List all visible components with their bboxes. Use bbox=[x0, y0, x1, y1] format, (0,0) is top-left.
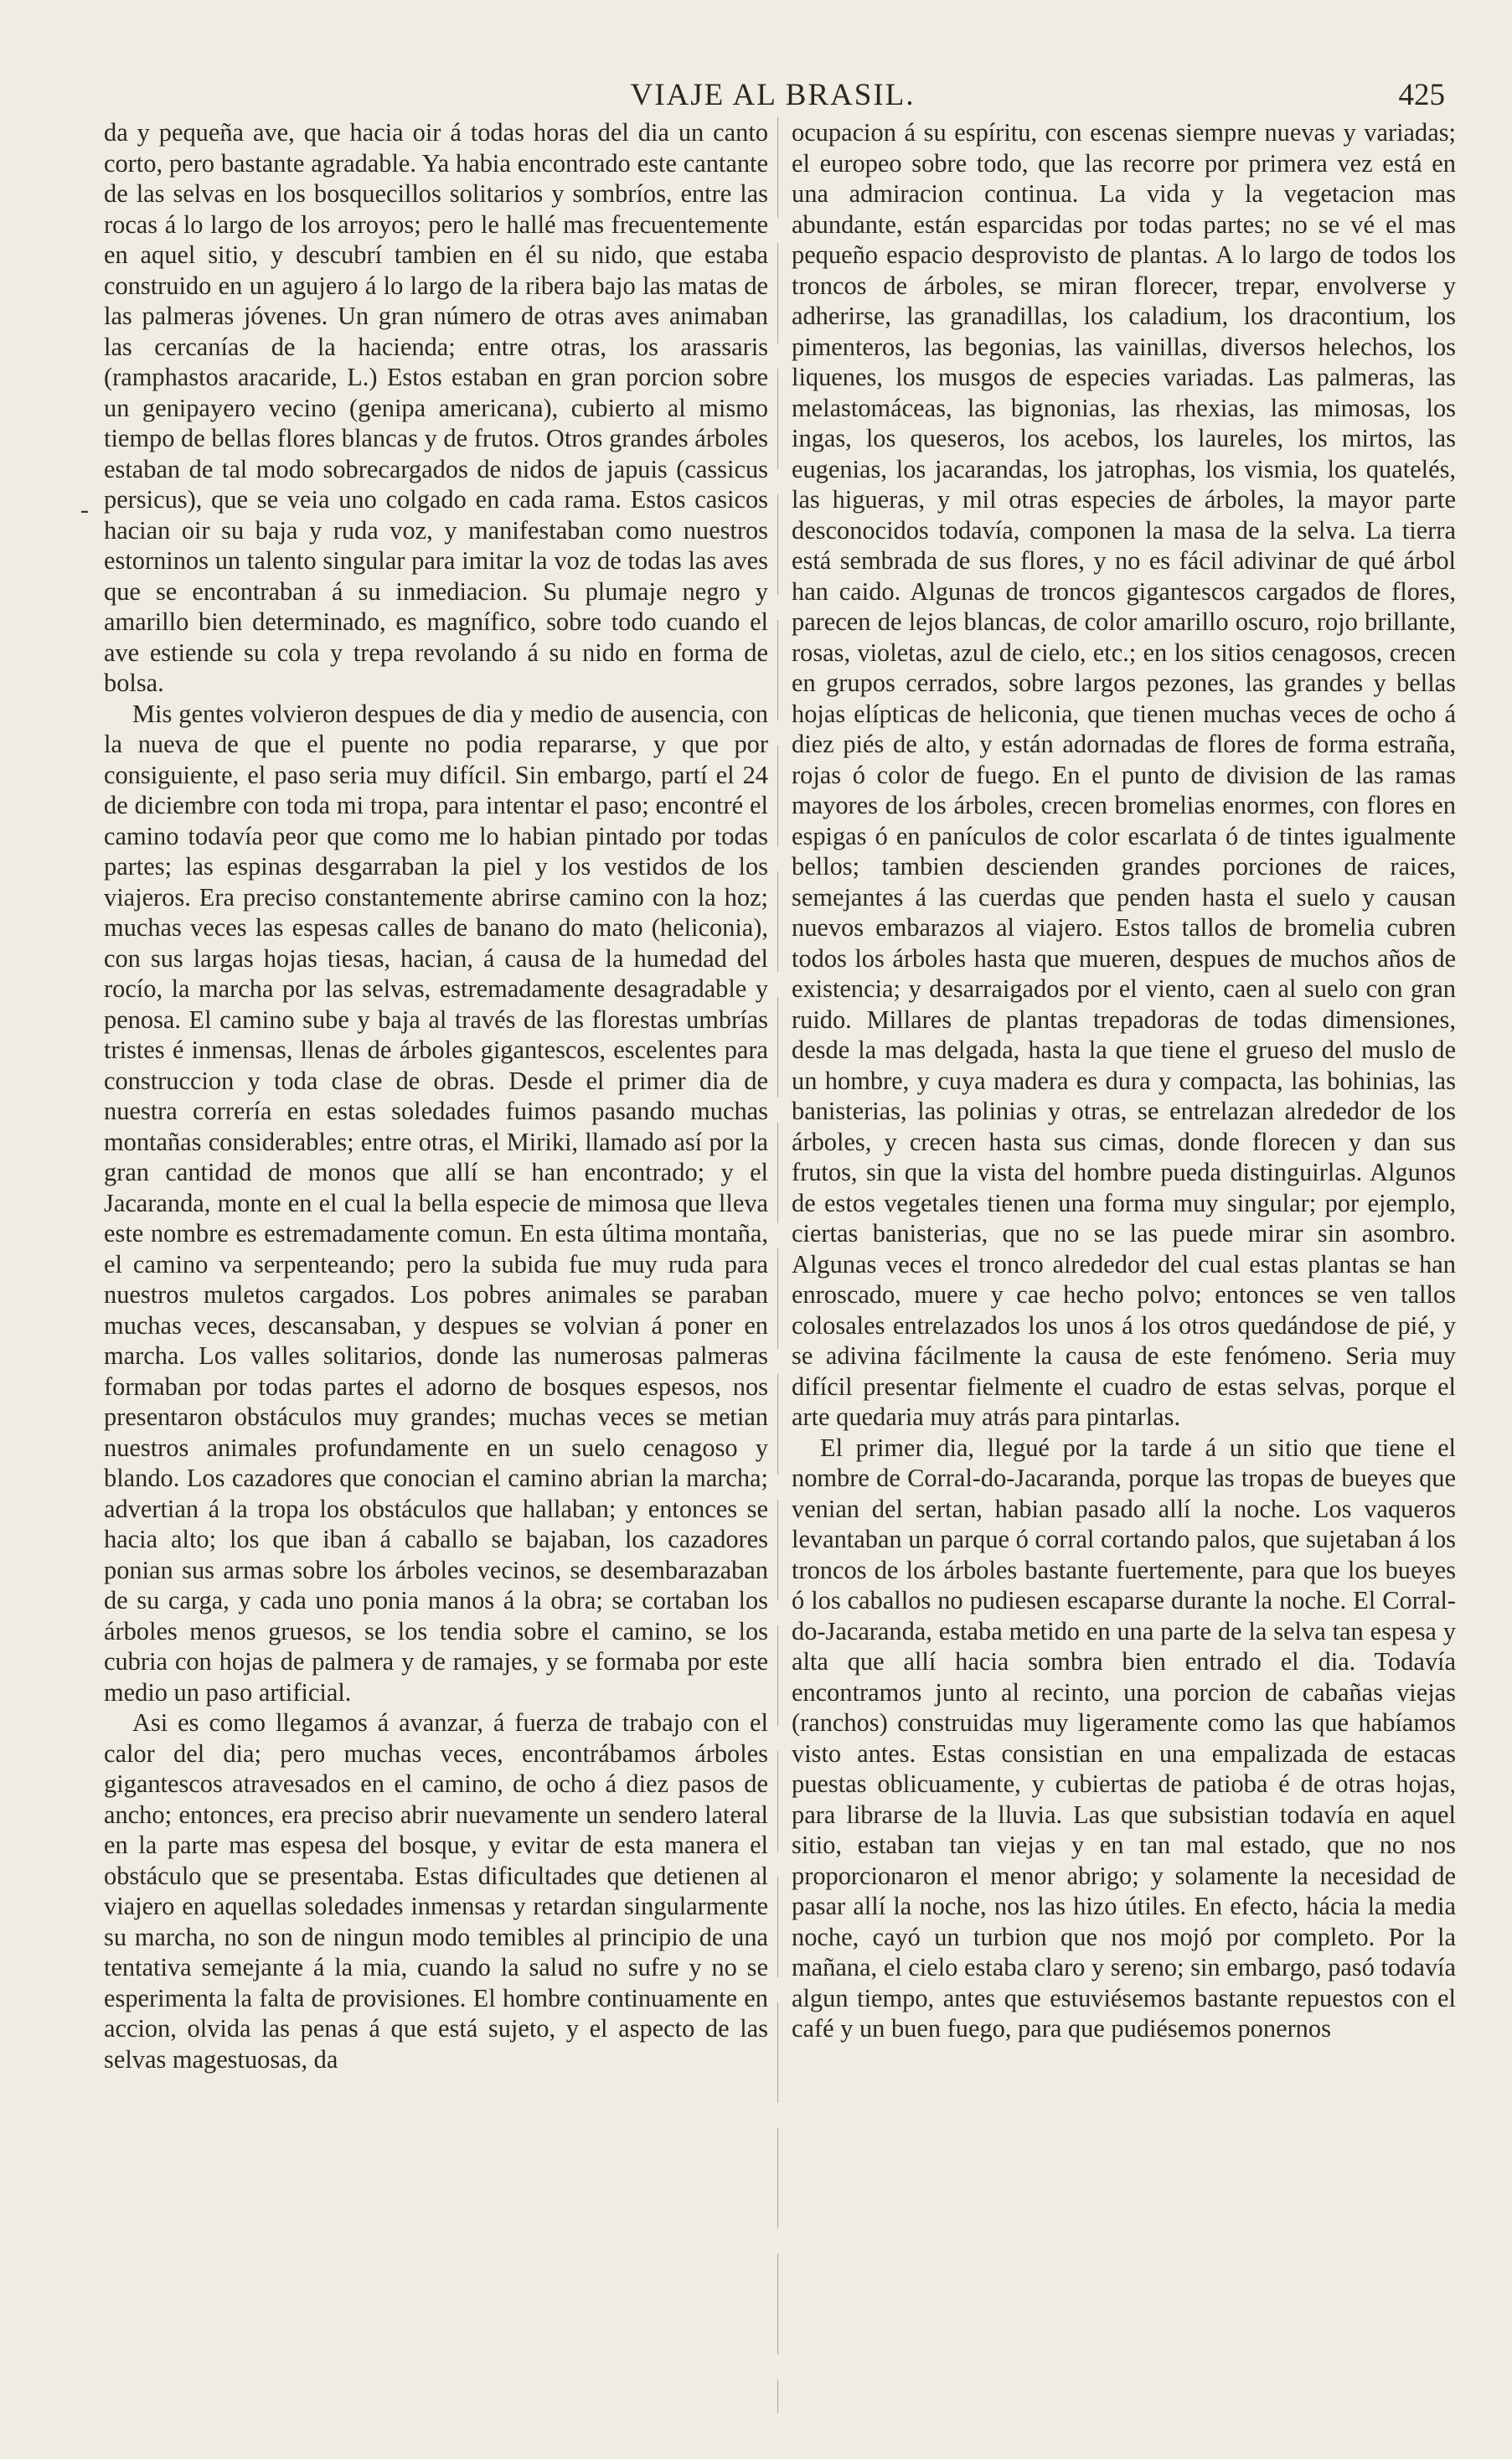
margin-mark: - bbox=[80, 496, 89, 524]
paragraph: El primer dia, llegué por la tarde á un sitio que tiene el nombre de Corral-do-Jacaranda, porque las tropas de bueyes que venian del sertan, habian pasado allí la noche. Los vaqueros levantaban un parque ó corral cortando palos, que sujetaban á los troncos de los árboles bastante fuertemente, para que los bueyes ó los caballos no pudiesen escaparse durante la noche. El Corral-do-Jacaranda, estaba metido en una parte de la selva tan espesa y alta que allí hacia sombra bien entrado el dia. Todavía encontramos junto al recinto, una porcion de cabañas viejas (ranchos) construidas muy ligeramente como las que habíamos visto antes. Estas consistian en una empalizada de estacas puestas oblicuamente, y cubiertas de patioba é de otras hojas, para librarse de la lluvia. Las que subsistian todavía en aquel sitio, estaban tan viejas y en tan mal estado, que no nos proporcionaron el menor abrigo; y solamente la necesidad de pasar allí la noche, nos las hizo útiles. En efecto, hácia la media noche, cayó un turbion que nos mojó por completo. Por la mañana, el cielo estaba claro y sereno; sin embargo, pasó todavía algun tiempo, antes que estuviésemos bastante repuestos con el café y un buen fuego, para que pudiésemos ponernos bbox=[792, 1433, 1456, 2043]
paragraph: ocupacion á su espíritu, con escenas siempre nuevas y variadas; el europeo sobre todo, que las recorre por primera vez está en una admiracion continua. La vida y la vegetacion mas abundante, están esparcidas por todas partes; no se vé el mas pequeño espacio desprovisto de plantas. A lo largo de todos los troncos de árboles, se miran florecer, trepar, envolverse y adherirse, las granadillas, los caladium, los dracontium, los pimenteros, las begonias, las vainillas, diversos helechos, los liquenes, los musgos de especies variadas. Las palmeras, las melastomáceas, las bignonias, las rhexias, las mimosas, los ingas, los queseros, los acebos, los laureles, los mirtos, las eugenias, los jacarandas, los jatrophas, los vismia, los quatelés, las higueras, y mil otras especies de árboles, la mayor parte desconocidos todavía, componen la masa de la selva. La tierra está sembrada de sus flores, y no es fácil adivinar de qué árbol han caido. Algunas de troncos gigantescos cargados de flores, parecen de lejos blancas, de color amarillo oscuro, rojo brillante, rosas, violetas, azul de cielo, etc.; en los sitios cenagosos, crecen en grupos cerrados, sobre largos pezones, las grandes y bellas hojas elípticas de heliconia, que tienen muchas veces de ocho á diez piés de alto, y están adornadas de flores de forma estraña, rojas ó color de fuego. En el punto de division de las ramas mayores de los árboles, crecen bromelias enormes, con flores en espigas ó en panículos de color escarlata ó de tintes igualmente bellos; tambien descienden grandes porciones de raices, semejantes á las cuerdas que penden hasta el suelo y causan nuevos embarazos al viajero. Estos tallos de bromelia cubren todos los árboles hasta que mueren, despues de muchos años de existencia; y desarraigados por el viento, caen al suelo con gran ruido. Millares de plantas trepadoras de todas dimensiones, desde la mas delgada, hasta la que tiene el grueso del muslo de un hombre, y cuya madera es dura y compacta, las bohinias, las banisterias, las polinias y otras, se entrelazan alrededor de los árboles, y crecen hasta sus cimas, donde florecen y dan sus frutos, sin que la vista del hombre pueda distinguirlas. Algunos de estos vegetales tienen una forma muy singular; por ejemplo, ciertas banisterias, que no se las puede mirar sin asombro. Algunas veces el tronco alrededor del cual estas plantas se han enroscado, muere y cae hecho polvo; entonces se ven tallos colosales entrelazados los unos á los otros quedándose de pié, y se adivina fácilmente la causa de este fenómeno. Seria muy difícil presentar fielmente el cuadro de estas selvas, porque el arte quedaria muy atrás para pintarlas. bbox=[792, 118, 1456, 1431]
column-rule bbox=[777, 117, 778, 2413]
running-title: VIAJE AL BRASIL. bbox=[630, 78, 916, 112]
paragraph: Mis gentes volvieron despues de dia y medio de ausencia, con la nueva de que el puente no podia repararse, y que por consiguiente, el paso seria muy difícil. Sin embargo, partí el 24 de diciembre con toda mi tropa, para intentar el paso; encontré el camino todavía peor que como me lo habian pintado por todas partes; las espinas desgarraban la piel y los vestidos de los viajeros. Era preciso constantemente abrirse camino con la hoz; muchas veces las espesas calles de banano do mato (heliconia), con sus largas hojas tiesas, hacian, á causa de la humedad del rocío, la marcha por las selvas, estremadamente desagradable y penosa. El camino sube y baja al través de las florestas umbrías tristes é inmensas, llenas de árboles gigantescos, escelentes para construccion y toda clase de obras. Desde el primer dia de nuestra correría en estas soledades fuimos pasando muchas montañas considerables; entre otras, el Miriki, llamado así por la gran cantidad de monos que allí se han encontrado; y el Jacaranda, monte en el cual la bella especie de mimosa que lleva este nombre es estremadamente comun. En esta última montaña, el camino va serpenteando; pero la subida fue muy ruda para nuestros muletos cargados. Los pobres animales se paraban muchas veces, descansaban, y despues se volvian á poner en marcha. Los valles solitarios, donde las numerosas palmeras formaban por todas partes el adorno de bosques espesos, nos presentaron obstáculos muy grandes; muchas veces se metian nuestros animales profundamente en un suelo cenagoso y blando. Los cazadores que conocian el camino abrian la marcha; advertian á la tropa los obstáculos que hallaban; y entonces se hacia alto; los que iban á caballo se bajaban, los cazadores ponian sus armas sobre los árboles vecinos, se desembarazaban de su carga, y cada uno ponia manos á la obra; se cortaban los árboles menos gruesos, se los tendia sobre el camino, se los cubria con hojas de palmera y de ramajes, y se formaba por este medio un paso artificial. bbox=[104, 699, 768, 1707]
right-column bbox=[792, 117, 1456, 2421]
left-column bbox=[104, 117, 768, 2421]
running-head bbox=[101, 77, 1445, 112]
paragraph: Asi es como llegamos á avanzar, á fuerza de trabajo con el calor del dia; pero muchas veces, encontrábamos árboles gigantescos atravesados en el camino, de ocho á diez pasos de ancho; entonces, era preciso abrir nuevamente un sendero lateral en la parte mas espesa del bosque, y evitar de esta manera el obstáculo que se presentaba. Estas dificultades que detienen al viajero en aquellas soledades inmensas y retardan singularmente su marcha, no son de ningun modo temibles al principio de una tentativa semejante á la mia, cuando la salud no sufre y no se esperimenta la falta de provisiones. El hombre continuamente en accion, olvida las penas á que está sujeto, y el aspecto de las selvas magestuosas, da bbox=[104, 1708, 768, 2074]
paragraph: da y pequeña ave, que hacia oir á todas horas del dia un canto corto, pero bastante agradable. Ya habia encontrado este cantante de las selvas en los bosquecillos solitarios y sombríos, entre las rocas á lo largo de los arroyos; pero le hallé mas frecuentemente en aquel sitio, y descubrí tambien en él su nido, que estaba construido en un agujero á lo largo de la ribera bajo las matas de las palmeras jóvenes. Un gran número de otras aves animaban las cercanías de la hacienda; entre otras, los arassaris (ramphastos aracaride, L.) Estos estaban en gran porcion sobre un genipayero vecino (genipa americana), cubierto al mismo tiempo de bellas flores blancas y de frutos. Otros grandes árboles estaban de tal modo sobrecargados de nidos de japuis (cassicus persicus), que se veia uno colgado en cada rama. Estos casicos hacian oir su baja y ruda voz, y manifestaban como nuestros estorninos un talento singular para imitar la voz de todas las aves que se encontraban á su inmediacion. Su plumaje negro y amarillo bien determinado, es magnífico, sobre todo cuando el ave estiende su cola y trepa revolando á su nido en forma de bolsa. bbox=[104, 118, 768, 697]
page-number: 425 bbox=[1398, 78, 1445, 112]
